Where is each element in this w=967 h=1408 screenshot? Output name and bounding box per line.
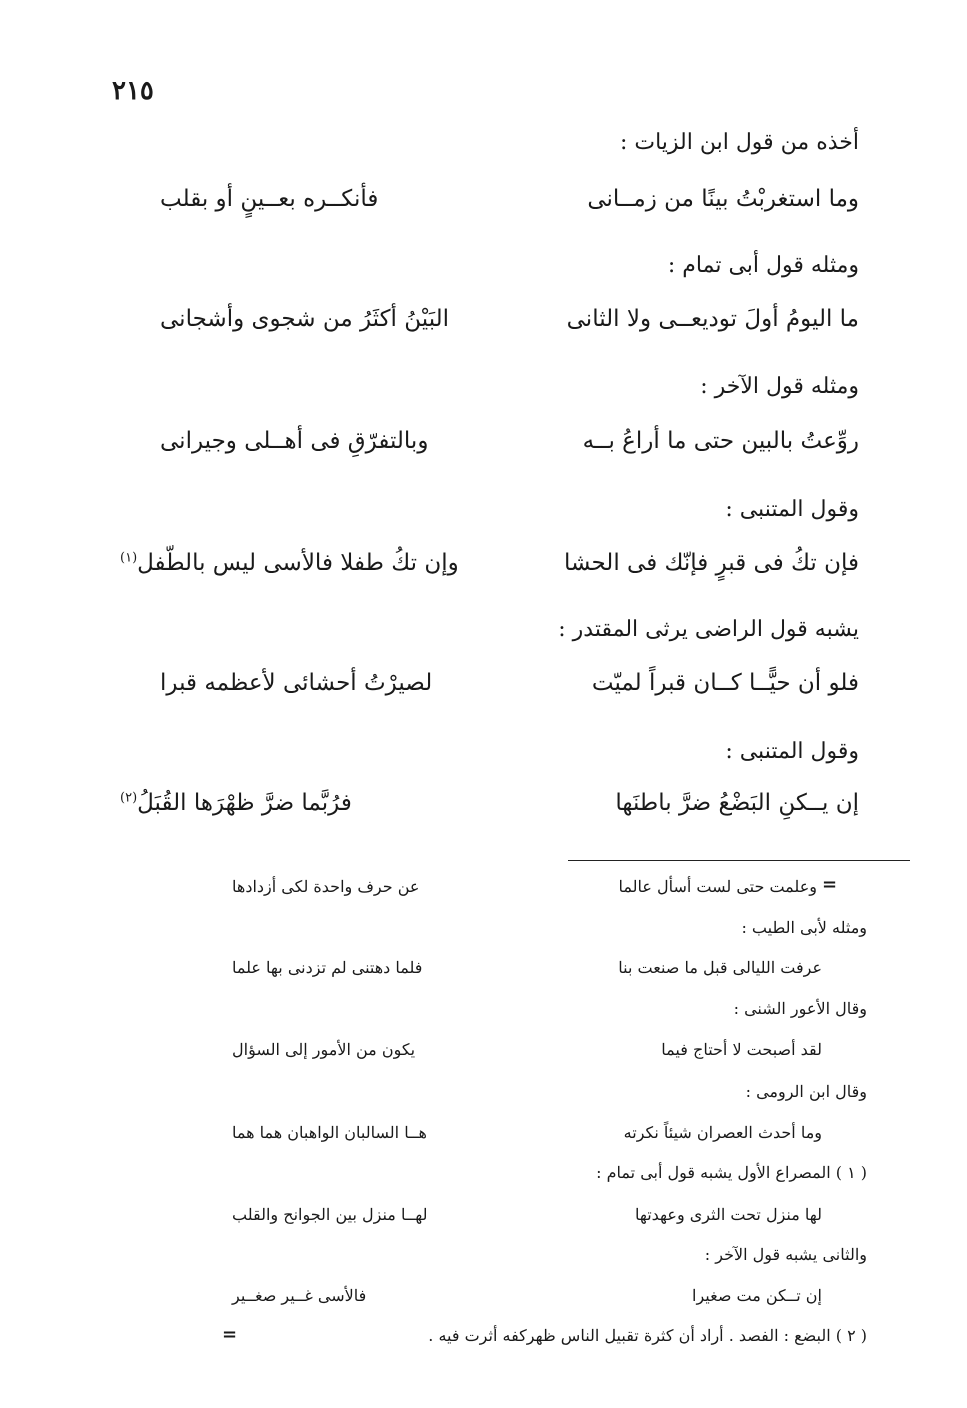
footnote-first-hemistich: لقد أصبحت لا أحتاج فيما [661,1040,822,1059]
footnote-intro: ومثله لأبى الطيب : [741,918,867,937]
footnote-second-hemistich: فلما دهتنى لم تزدنى بها علما [232,958,423,977]
footnote-1: ( ١ ) المصراع الأول يشبه قول أبى تمام : [596,1163,867,1182]
verse-second-hemistich: فأنكــره بعــينٍ أو بقلب [160,186,379,212]
footnote-second-hemistich: يكون من الأمور إلى السؤال [232,1040,416,1059]
continuation-mark: = [822,874,838,895]
verse-first-hemistich: إن يــكنِ البَضْعُ ضرَّ باطنَها [615,790,859,816]
verse-second-hemistich: لصيرْتُ أحشائى لأعظمه قبرا [160,670,433,696]
intro-line: وقول المتنبى : [725,497,859,522]
intro-line: ومثله قول أبى تمام : [667,253,859,278]
intro-line: يشبه قول الراضى يرثى المقتدر : [558,617,859,642]
footnote-intro: والثانى يشبه قول الآخر : [704,1245,867,1264]
verse-second-hemistich: البَيْنُ أكثَرُ من شجوى وأشجانى [160,306,450,332]
verse-second-text: وإن تكُ طفلا فالأسى ليس بالطّفل [137,550,459,576]
verse-first-hemistich: فإن تكُ فى قبرٍ فإنّك فى الحشا [563,550,859,576]
verse-second-hemistich [120,790,352,816]
footnote-ref: (١) [120,550,138,566]
intro-line: أخذه من قول ابن الزيات : [619,130,859,155]
footnote-first-hemistich: وما أحدث العصران شيئاً نكرته [623,1123,822,1142]
intro-line: ومثله قول الآخر : [700,374,859,399]
footnote-first-hemistich: لها منزل تحت الثرى وعهدتها [634,1205,822,1224]
verse-first-hemistich: وما استغربْتُ بينًا من زمــانى [587,186,859,212]
footnote-first-hemistich: إن تــكن مت صغيرا [692,1286,822,1305]
continuation-mark-end: = [222,1324,238,1345]
footnote-ref: (٢) [120,790,138,806]
verse-first-hemistich: فلو أن حيًّــا كــان قبراً لميّت [591,670,859,696]
verse-second-hemistich: وبالتفرّقِ فى أهــلى وجيرانى [160,428,429,454]
footnote-intro: وقال الأعور الشنى : [733,999,867,1018]
footnote-second-hemistich: لهــا منزل بين الجوانح والقلب [232,1205,428,1224]
footnote-second-hemistich: فالأسى غــير صغــير [232,1286,367,1305]
footnote-second-hemistich: عن حرف واحدة لكى أزدادها [232,877,420,896]
verse-second-hemistich [120,550,459,576]
verse-second-text: فرُبَّما ضرَّ ظهْرَها القُبَلُ [137,790,352,816]
verse-first-hemistich: ما اليومُ أولَ توديعــى ولا الثانى [566,306,859,332]
intro-line: وقول المتنبى : [725,739,859,764]
footnote-intro: وقال ابن الرومى : [745,1082,867,1101]
footnote-second-hemistich: هــا السالبان الواهبان هما هما [232,1123,427,1142]
footnote-first-hemistich: وعلمت حتى لست أسأل عالما [618,877,817,896]
verse-first-hemistich: روِّعتُ بالبين حتى ما أراعُ بــه [582,428,859,454]
page-number: ٢١٥ [112,76,154,106]
footnote-2: ( ٢ ) البضع : الفصد . أراد أن كثرة تقبيل الناس ظهركفه أثرت فيه . [428,1326,867,1345]
footnote-separator [568,860,910,861]
footnote-first-hemistich: عرفت الليالى قبل ما صنعت بنا [618,958,822,977]
